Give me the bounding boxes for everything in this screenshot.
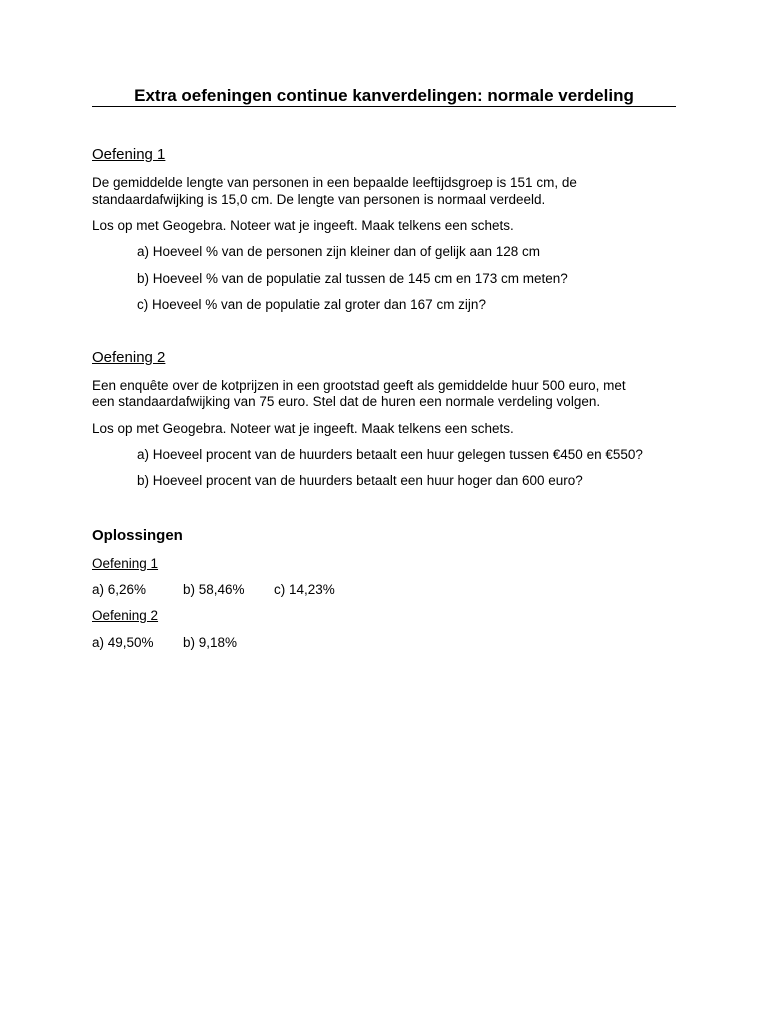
- exercise-2-question-a: a) Hoeveel procent van de huurders betaalt een huur gelegen tussen €450 en €550?: [137, 447, 643, 462]
- exercise-1-heading: Oefening 1: [92, 146, 166, 163]
- solution-2b: b) 9,18%: [183, 635, 238, 650]
- exercise-1-text-line-1: De gemiddelde lengte van personen in een bepaalde leeftijdsgroep is 151 cm, de: [92, 175, 577, 190]
- solutions-exercise-2-heading: Oefening 2: [92, 608, 159, 623]
- solution-2a: a) 49,50%: [92, 635, 154, 650]
- solution-1c: c) 14,23%: [274, 582, 335, 597]
- exercise-1-instruction: Los op met Geogebra. Noteer wat je ingeeft. Maak telkens een schets.: [92, 218, 514, 233]
- solutions-heading: Oplossingen: [92, 527, 183, 544]
- document-title: Extra oefeningen continue kanverdelingen: normale verdeling: [134, 86, 634, 105]
- exercise-1-question-b: b) Hoeveel % van de populatie zal tussen de 145 cm en 173 cm meten?: [137, 271, 568, 286]
- exercise-1-question-a: a) Hoeveel % van de personen zijn kleiner dan of gelijk aan 128 cm: [137, 244, 540, 259]
- exercise-1-question-c: c) Hoeveel % van de populatie zal groter dan 167 cm zijn?: [137, 297, 486, 312]
- exercise-2-text-line-1: Een enquête over de kotprijzen in een grootstad geeft als gemiddelde huur 500 euro, met: [92, 378, 626, 393]
- solution-1b: b) 58,46%: [183, 582, 245, 597]
- exercise-2-instruction: Los op met Geogebra. Noteer wat je ingeeft. Maak telkens een schets.: [92, 421, 514, 436]
- exercise-2-question-b: b) Hoeveel procent van de huurders betaalt een huur hoger dan 600 euro?: [137, 473, 583, 488]
- exercise-2-text-line-2: een standaardafwijking van 75 euro. Stel dat de huren een normale verdeling volgen.: [92, 394, 601, 409]
- exercise-2-heading: Oefening 2: [92, 349, 166, 366]
- solution-1a: a) 6,26%: [92, 582, 147, 597]
- exercise-1-text-line-2: standaardafwijking is 15,0 cm. De lengte van personen is normaal verdeeld.: [92, 192, 546, 207]
- title-underline: [92, 106, 676, 107]
- solutions-exercise-1-heading: Oefening 1: [92, 556, 159, 571]
